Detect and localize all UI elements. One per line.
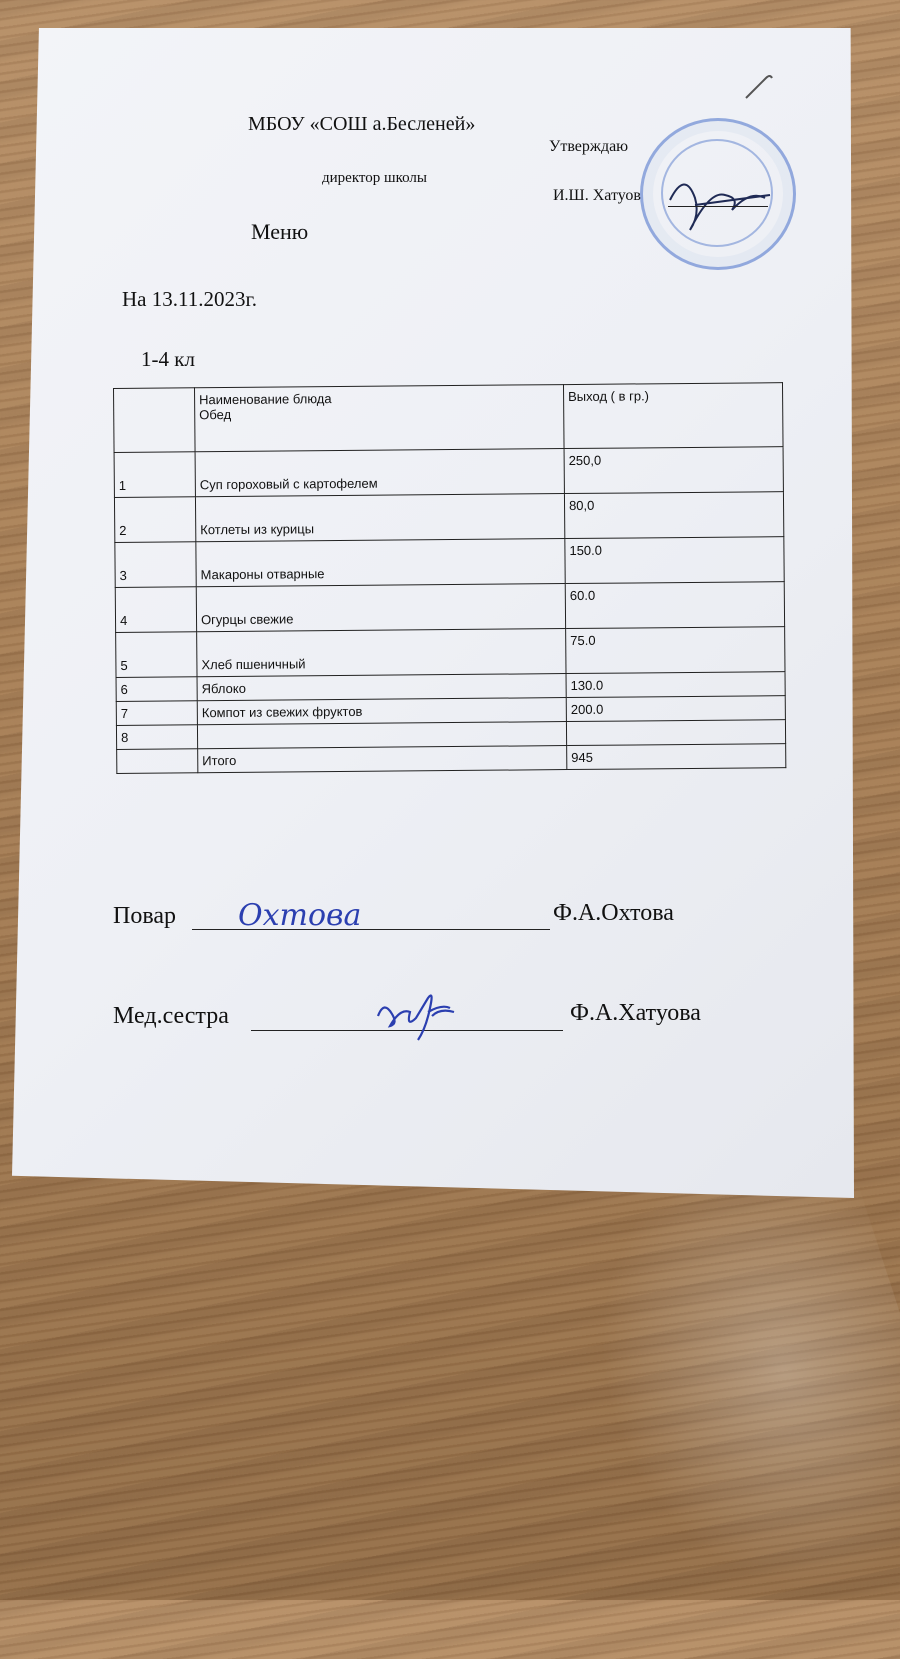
row-num: 6 — [116, 677, 197, 702]
row-num: 2 — [114, 497, 195, 543]
director-name: И.Ш. Хатуов — [553, 187, 641, 204]
director-signature-line — [668, 206, 768, 207]
director-signature — [650, 160, 780, 250]
header-num-cell — [114, 388, 196, 453]
table-total-row — [117, 744, 786, 774]
total-label: Итого — [198, 746, 567, 773]
table-row — [115, 537, 784, 588]
row-dish: Хлеб пшеничный — [197, 629, 566, 677]
row-num: 7 — [116, 701, 197, 726]
total-num-cell — [117, 749, 198, 774]
school-name: МБОУ «СОШ а.Бесленей» — [248, 113, 476, 135]
row-output: 75.0 — [566, 627, 785, 674]
row-num: 4 — [115, 587, 196, 633]
row-dish: Огурцы свежие — [196, 584, 565, 632]
row-dish: Яблоко — [197, 674, 566, 701]
row-output — [566, 720, 785, 746]
nurse-name: Ф.А.Хатуова — [570, 1000, 701, 1026]
row-output: 150.0 — [565, 537, 784, 584]
row-output: 200.0 — [566, 696, 785, 722]
row-dish: Компот из свежих фруктов — [197, 698, 566, 725]
row-num: 5 — [116, 632, 197, 678]
row-dish: Котлеты из курицы — [195, 494, 564, 542]
nurse-signature — [370, 978, 460, 1044]
header-name-line2: Обед — [199, 406, 232, 423]
table-row — [115, 582, 784, 633]
menu-title: Меню — [251, 219, 309, 244]
grade-label: 1-4 кл — [141, 347, 195, 371]
header-output-cell: Выход ( в гр.) — [563, 383, 783, 449]
table-header-row — [114, 383, 784, 453]
paper-clip-icon — [744, 72, 774, 102]
row-num: 8 — [116, 725, 197, 750]
cook-label: Повар — [113, 903, 176, 929]
row-dish: Суп гороховый с картофелем — [195, 449, 564, 497]
row-dish — [197, 722, 566, 749]
row-num: 3 — [115, 542, 196, 588]
approve-label: Утверждаю — [549, 138, 629, 155]
menu-date: На 13.11.2023г. — [122, 287, 257, 311]
table-row — [114, 492, 783, 543]
nurse-label: Мед.сестра — [113, 1003, 229, 1029]
total-value: 945 — [567, 744, 786, 770]
table-row — [114, 447, 783, 498]
header-name-line1: Наименование блюда — [199, 391, 332, 408]
row-dish: Макароны отварные — [196, 539, 565, 587]
menu-table — [113, 382, 786, 774]
table-row — [116, 627, 785, 678]
cook-name: Ф.А.Охтова — [553, 900, 674, 926]
director-title: директор школы — [322, 170, 427, 186]
cook-handwritten-signature: Охтова — [238, 898, 362, 933]
row-output: 80,0 — [564, 492, 783, 539]
header-name-cell — [195, 385, 565, 452]
row-output: 60.0 — [565, 582, 784, 629]
row-output: 250,0 — [564, 447, 783, 494]
glass-glare — [540, 1141, 900, 1658]
row-output: 130.0 — [566, 672, 785, 698]
row-num: 1 — [114, 452, 195, 498]
